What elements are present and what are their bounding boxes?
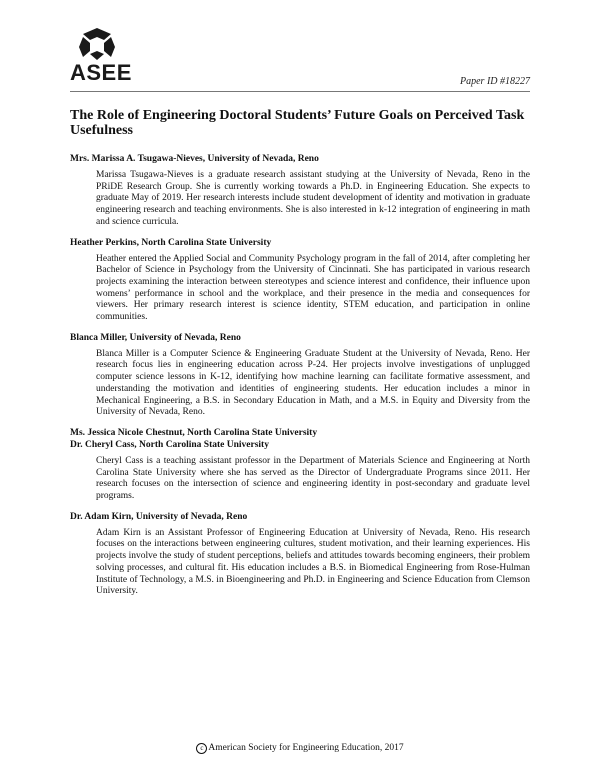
asee-logo — [70, 27, 132, 85]
author-name: Heather Perkins, North Carolina State University — [70, 237, 272, 248]
paper-content — [70, 108, 530, 606]
page-footer — [0, 743, 600, 754]
author-bio: Cheryl Cass is a teaching assistant professor in the Department of Materials Science and Engineering at North Carolina State University where she has served as the Director of Undergraduate Programs since 2011. Her research focuses on the intersection of science and engineering identity in post-secondary and graduate level programs. — [96, 455, 530, 502]
author-name: Blanca Miller, University of Nevada, Reno — [70, 332, 241, 343]
asee-emblem-icon — [77, 27, 117, 61]
author-name: Mrs. Marissa A. Tsugawa-Nieves, University of Nevada, Reno — [70, 154, 319, 164]
author-name: Ms. Jessica Nicole Chestnut, North Carolina State University — [70, 427, 318, 438]
author-bio: Marissa Tsugawa-Nieves is a graduate research assistant studying at the University of Nevada, Reno in the PRiDE Research Group. She is currently working towards a Ph.D. in Engineering Education. She expects to graduate May of 2019. Her research interests include student development of identity and motivation in graduate engineering research and teaching environments. She is also interested in k-12 integration of engineering in math and science curricula. — [96, 170, 530, 227]
header-divider — [70, 91, 530, 92]
author-bio: Blanca Miller is a Computer Science & Engineering Graduate Student at the University of Nevada, Reno. Her research focus lies in engineering education across P-24. Her projects involve investigations of unplugged computer science lessons in K-12, identifying how machine learning can facilitate formative assessment, and understanding the motivation and identities of engineering students. Her education includes a minor in Mechanical Engineering, a B.S. in Secondary Education in Math, and a M.S. in Equity and Diversity from the University of Nevada, Reno. — [96, 348, 530, 418]
author-bio: Adam Kirn is an Assistant Professor of Engineering Education at University of Nevada, Reno. His research focuses on the interactions between engineering cultures, student motivation, and their learning experiences. His projects involve the study of student perceptions, beliefs and attitudes towards becoming engineers, their problem solving processes, and cultural fit. His education includes a B.S. in Biomedical Engineering from Rose-Hulman Institute of Technology, a M.S. in Bioengineering and Ph.D. in Engineering and Science Education from Clemson University. — [96, 527, 530, 597]
logo-text: ASEE — [70, 60, 132, 85]
paper-id: Paper ID #18227 — [460, 76, 530, 87]
paper-title: The Role of Engineering Doctoral Students’ Future Goals on Perceived Task Usefulness — [70, 108, 525, 138]
author-name: Dr. Cheryl Cass, North Carolina State University — [70, 439, 269, 450]
author-name: Dr. Adam Kirn, University of Nevada, Reno — [70, 511, 248, 522]
footer-text: American Society for Engineering Education, 2017 — [208, 743, 404, 753]
copyright-icon: c — [196, 743, 207, 754]
author-bio: Heather entered the Applied Social and Community Psychology program in the fall of 2014, after completing her Bachelor of Science in Psychology from the University of Cincinnati. She has participated in various research projects examining the interaction between stereotypes and science interest and confidence, their influence upon womens’ performance in school and the workplace, and their presence in the media and consequences for viewers. Her primary research interest is science identity, STEM education, and participation in online communities. — [96, 253, 530, 323]
